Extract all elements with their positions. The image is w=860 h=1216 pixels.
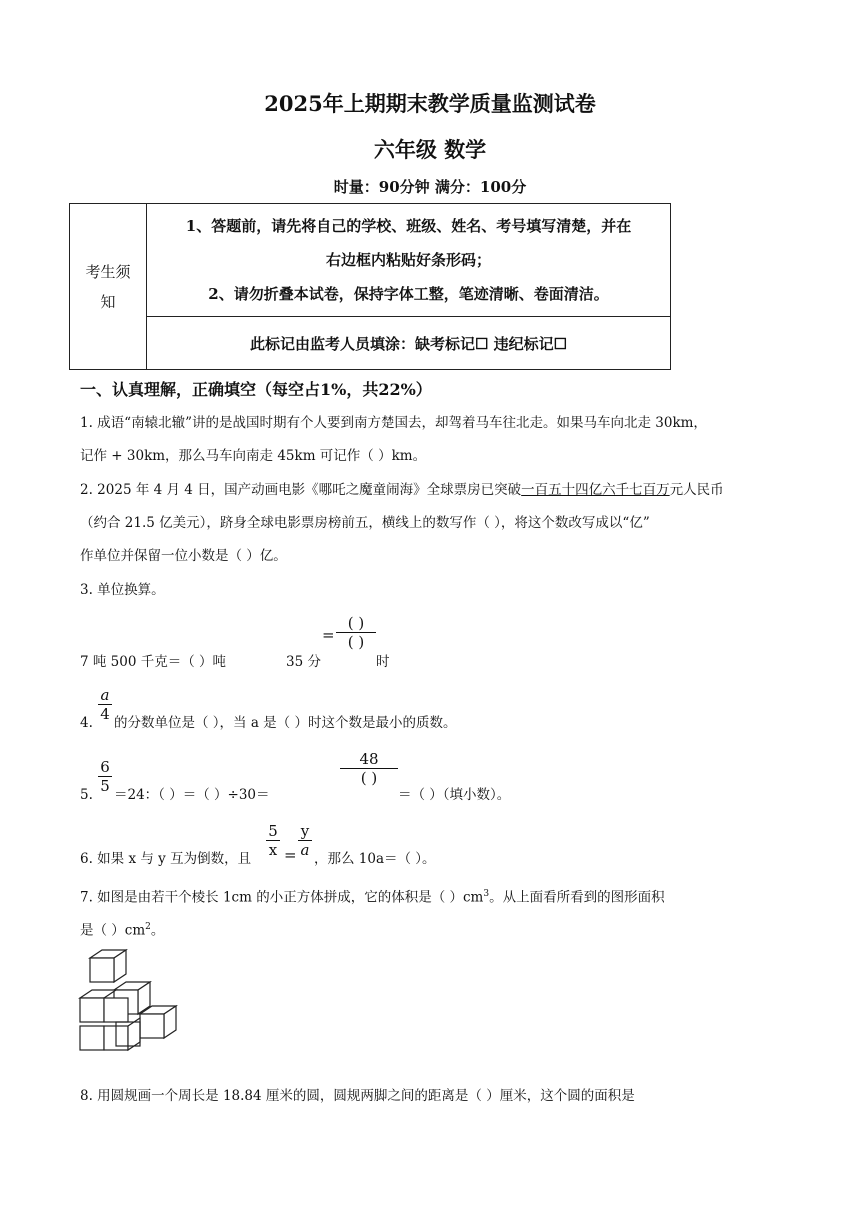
q1-line2: 记作 + 30km，那么马车向南走 45km 可记作（ ）km。 [80,448,427,464]
q5-fraction-2: 48 ( ) [340,750,398,787]
notice-rule-1a: 1、答题前，请先将自己的学校、班级、姓名、考号填写清楚，并在 [185,217,632,235]
section-1-title: 一、认真理解，正确填空（每空占1%，共22%） [80,380,432,399]
q5-text-1: ＝24：（ ）＝（ ）÷30＝ [114,787,270,803]
q8-line1: 8. 用圆规画一个周长是 18.84 厘米的圆，圆规两脚之间的距离是（ ）厘米，这个圆的面积是 [80,1088,635,1104]
q3-fraction: ( ) ( ) [336,614,376,651]
exam-title: 2025年上期期末教学质量监测试卷 [264,91,596,116]
q2-line2: （约合 21.5 亿美元），跻身全球电影票房榜前五，横线上的数写作（ ），将这个数改写成以“亿” [80,515,650,531]
q5-prefix: 5. [80,787,93,803]
q4-text: 的分数单位是（ ），当 a 是（ ）时这个数是最小的质数。 [114,715,457,731]
q6-equals: = [284,846,297,864]
q5-fraction-1: $\frac{6}{5}$ [98,758,112,795]
q2-line3: 作单位并保留一位小数是（ ）亿。 [80,548,287,564]
q3-part-b: 35 分 [286,654,321,670]
notice-rule-1b: 右边框内粘贴好条形码； [325,251,491,269]
notice-rules [147,204,671,317]
q1-line1: 1. 成语“南辕北辙”讲的是战国时期有个人要到南方楚国去，却驾着马车往北走。如果马车向北走 30km， [80,415,707,431]
q6-fraction-2: $\frac{y}{a}$ [298,822,312,859]
q3-equals: = [322,626,335,644]
notice-rule-2: 2、请勿折叠本试卷，保持字体工整，笔迹清晰、卷面清洁。 [208,285,609,303]
q6-text-2: ，那么 10a＝（ ）。 [314,851,436,867]
q3-title: 3. 单位换算。 [80,582,165,598]
q6-text-1: 6. 如果 x 与 y 互为倒数，且 [80,851,252,867]
absence-violation-mark: 此标记由监考人员填涂：缺考标记☐ 违纪标记☐ [147,317,671,370]
q4-prefix: 4. [80,715,93,731]
notice-label: 考生须 知 [70,204,147,370]
exam-meta: 时量：90分钟 满分：100分 [333,178,527,196]
q3-unit: 时 [376,654,390,670]
q7-line1: 7. 如图是由若干个棱长 1cm 的小正方体拼成，它的体积是（ ）$cm^3$。从上面看所看到的图形面积 [80,889,665,906]
notice-table [69,203,671,370]
q7-line2: 是（ ）$cm^2$。 [80,922,165,939]
q3-part-a: 7 吨 500 千克＝（ ）吨 [80,654,227,670]
q4-fraction: $\frac{a}{4}$ [98,686,112,723]
q2-line1: 2. 2025 年 4 月 4 日，国产动画电影《哪吒之魔童闹海》全球票房已突破一百五十四亿六千七百万元人民币 [80,482,724,498]
exam-subtitle: 六年级 数学 [373,137,487,162]
q5-text-2: ＝（ ）（填小数）。 [398,787,511,803]
cube-stack-figure [74,948,184,1058]
q6-fraction-1: $\frac{5}{x}$ [266,822,280,859]
